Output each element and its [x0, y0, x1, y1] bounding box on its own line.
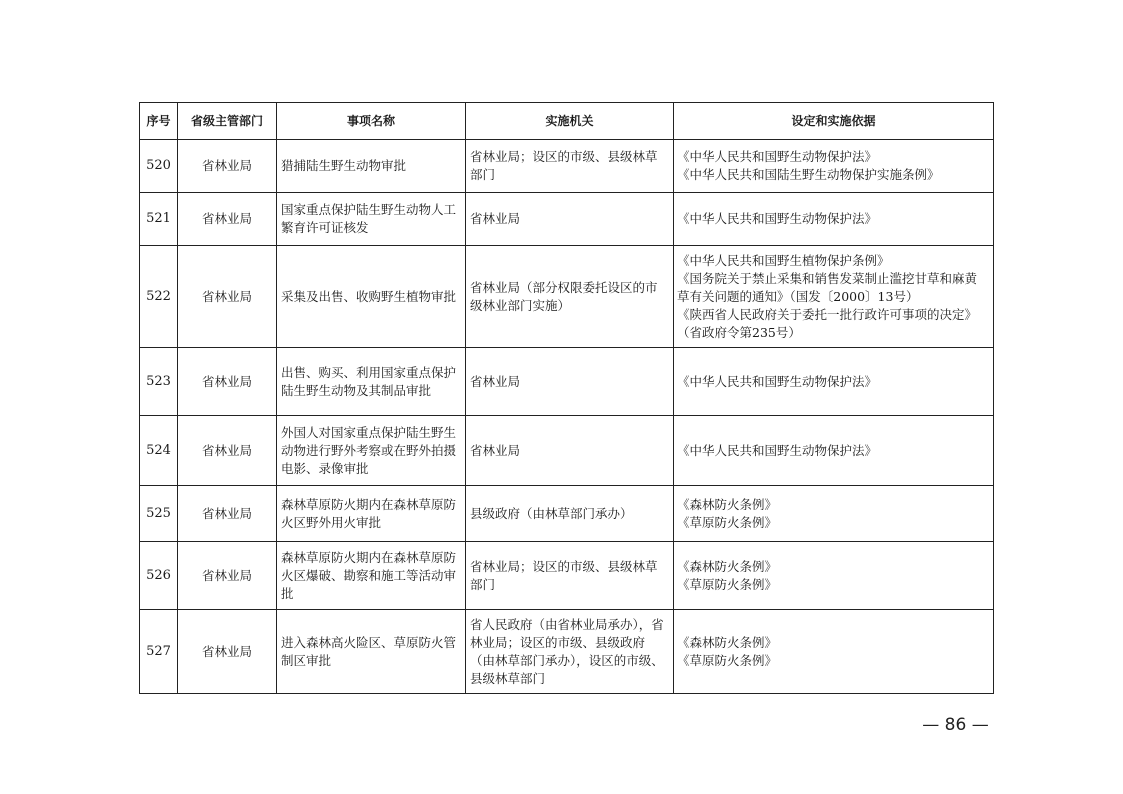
row-implementing-org: 省人民政府（由省林业局承办），省林业局；设区的市级、县级政府（由林草部门承办），设区的市级、县级林草部门 — [466, 610, 674, 694]
row-seq: 525 — [140, 486, 178, 542]
basis-line: 《森林防火条例》 — [677, 634, 778, 650]
row-seq: 524 — [140, 416, 178, 486]
basis-line: 《森林防火条例》 — [677, 558, 778, 574]
row-item-name: 森林草原防火期内在森林草原防火区爆破、勘察和施工等活动审批 — [277, 542, 466, 610]
header-seq: 序号 — [140, 103, 178, 140]
table-row — [140, 486, 994, 542]
table-header-row — [140, 103, 994, 140]
row-implementing-org: 县级政府（由林草部门承办） — [466, 486, 674, 542]
row-legal-basis — [674, 610, 994, 694]
permit-items-table — [139, 102, 994, 694]
basis-line: 《中华人民共和国野生动物保护法》 — [677, 149, 878, 164]
row-implementing-org: 省林业局 — [466, 348, 674, 416]
row-dept: 省林业局 — [178, 610, 277, 694]
row-implementing-org: 省林业局（部分权限委托设区的市级林业部门实施） — [466, 246, 674, 348]
row-implementing-org: 省林业局；设区的市级、县级林草部门 — [466, 542, 674, 610]
row-legal-basis — [674, 542, 994, 610]
row-legal-basis — [674, 193, 994, 246]
table-row — [140, 610, 994, 694]
table-row — [140, 246, 994, 348]
basis-line: 《中华人民共和国陆生野生动物保护实施条例》 — [677, 167, 940, 182]
row-item-name: 外国人对国家重点保护陆生野生动物进行野外考察或在野外拍摄电影、录像审批 — [277, 416, 466, 486]
basis-line: 《中华人民共和国野生动物保护法》 — [677, 373, 878, 389]
row-implementing-org: 省林业局 — [466, 193, 674, 246]
row-legal-basis — [674, 416, 994, 486]
row-item-name: 猎捕陆生野生动物审批 — [277, 140, 466, 193]
basis-line: 《草原防火条例》 — [677, 576, 778, 592]
basis-line: 《森林防火条例》 — [677, 496, 778, 512]
row-implementing-org: 省林业局；设区的市级、县级林草部门 — [466, 140, 674, 193]
row-seq: 527 — [140, 610, 178, 694]
row-legal-basis — [674, 246, 994, 348]
row-implementing-org: 省林业局 — [466, 416, 674, 486]
basis-line: 《中华人民共和国野生植物保护条例》 — [677, 252, 890, 268]
basis-line: 《国务院关于禁止采集和销售发菜制止滥挖甘草和麻黄草有关问题的通知》（国发〔2000〕13号） — [677, 270, 978, 304]
row-item-name: 采集及出售、收购野生植物审批 — [277, 246, 466, 348]
basis-line: 《中华人民共和国野生动物保护法》 — [677, 442, 878, 458]
row-seq: 521 — [140, 193, 178, 246]
row-item-name: 国家重点保护陆生野生动物人工繁育许可证核发 — [277, 193, 466, 246]
table-row — [140, 542, 994, 610]
basis-line: 《中华人民共和国野生动物保护法》 — [677, 211, 878, 226]
row-legal-basis — [674, 486, 994, 542]
header-dept: 省级主管部门 — [178, 103, 277, 140]
table-row — [140, 416, 994, 486]
row-seq: 520 — [140, 140, 178, 193]
basis-line: 《草原防火条例》 — [677, 652, 778, 668]
header-item-name: 事项名称 — [277, 103, 466, 140]
table-row — [140, 140, 994, 193]
row-dept: 省林业局 — [178, 348, 277, 416]
row-seq: 523 — [140, 348, 178, 416]
basis-line: 《陕西省人民政府关于委托一批行政许可事项的决定》（省政府令第235号） — [677, 306, 978, 340]
row-seq: 522 — [140, 246, 178, 348]
row-item-name: 进入森林高火险区、草原防火管制区审批 — [277, 610, 466, 694]
row-dept: 省林业局 — [178, 486, 277, 542]
row-item-name: 出售、购买、利用国家重点保护陆生野生动物及其制品审批 — [277, 348, 466, 416]
header-legal-basis: 设定和实施依据 — [674, 103, 994, 140]
row-dept: 省林业局 — [178, 193, 277, 246]
row-dept: 省林业局 — [178, 246, 277, 348]
row-item-name: 森林草原防火期内在森林草原防火区野外用火审批 — [277, 486, 466, 542]
table-row — [140, 193, 994, 246]
row-seq: 526 — [140, 542, 178, 610]
row-dept: 省林业局 — [178, 416, 277, 486]
row-legal-basis — [674, 140, 994, 193]
table-row — [140, 348, 994, 416]
header-implementing-org: 实施机关 — [466, 103, 674, 140]
row-dept: 省林业局 — [178, 140, 277, 193]
basis-line: 《草原防火条例》 — [677, 514, 778, 530]
row-dept: 省林业局 — [178, 542, 277, 610]
row-legal-basis — [674, 348, 994, 416]
page-number: — 86 — — [922, 715, 989, 735]
